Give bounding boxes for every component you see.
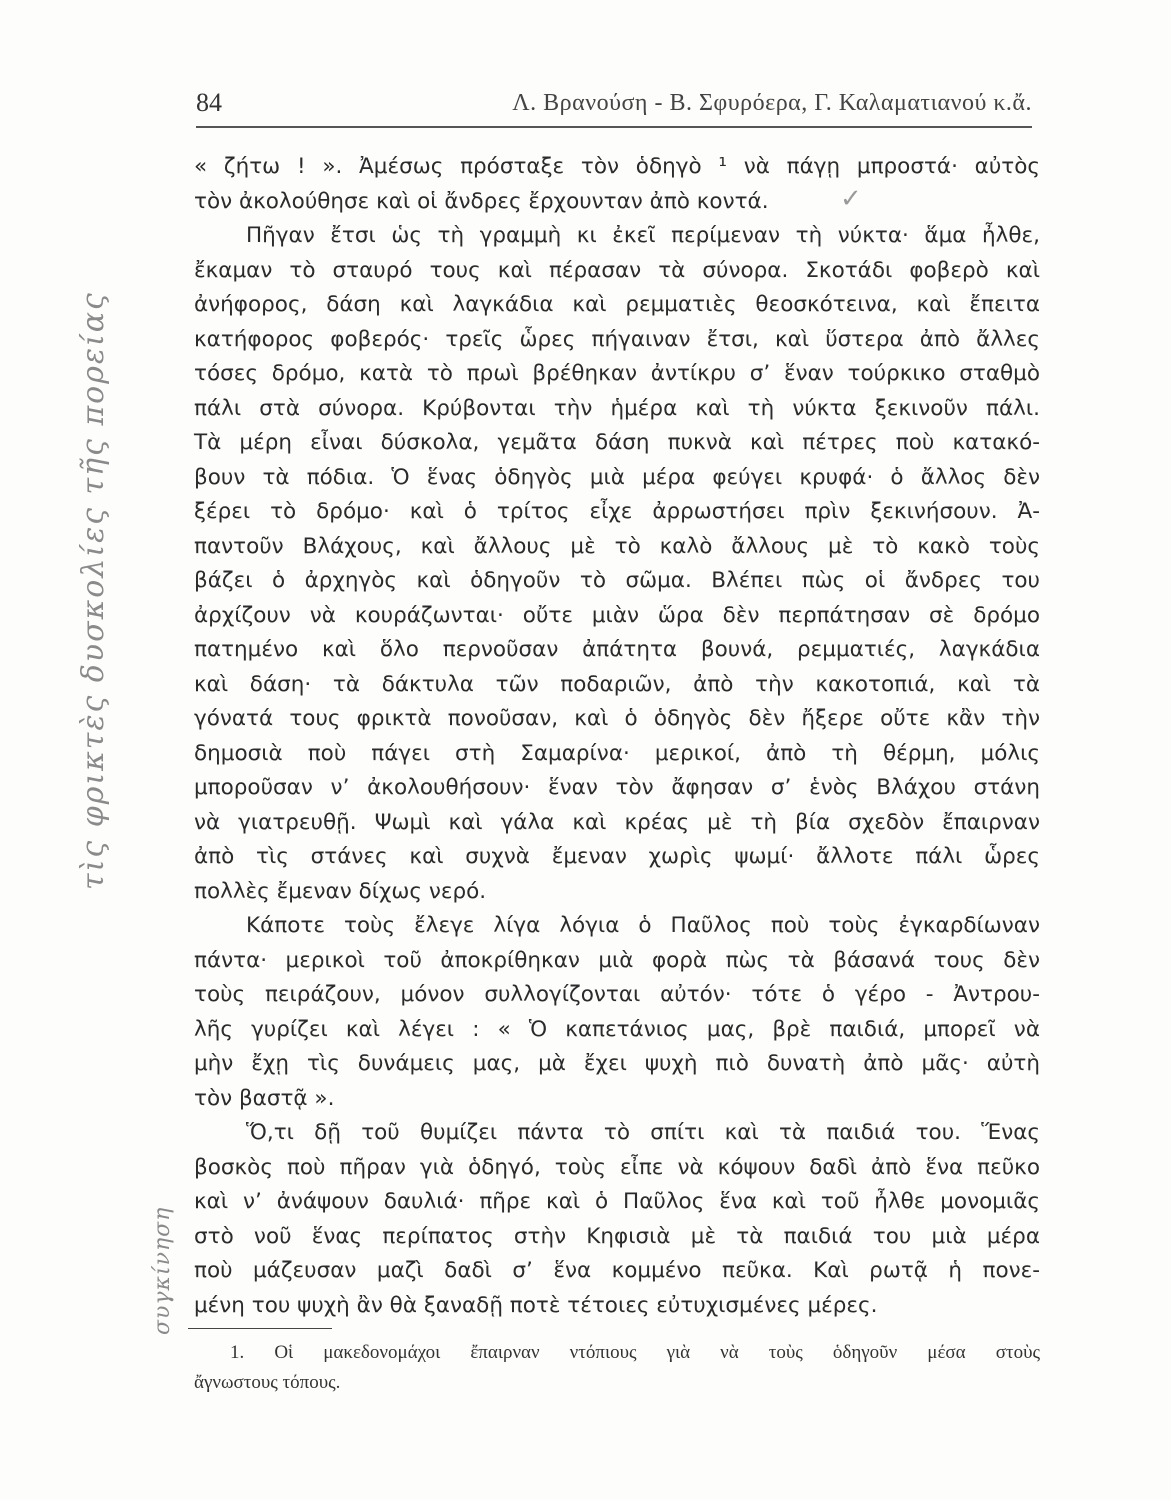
text-line: λῆς γυρίζει καὶ λέγει : « Ὁ καπετάνιος μας, βρὲ παιδιά, μπορεῖ νὰ xyxy=(194,1016,1040,1042)
text-line: καὶ δάση· τὰ δάκτυλα τῶν ποδαριῶν, ἀπὸ τὴν κακοτοπιά, καὶ τὰ xyxy=(194,671,1040,697)
handwritten-margin-note-short: συγκίνηση xyxy=(150,1206,175,1335)
text-line: πολλὲς ἔμεναν δίχως νερό. xyxy=(194,878,487,904)
text-line: τοὺς πειράζουν, μόνον συλλογίζονται αὐτόν· τότε ὁ γέρο - Ἀντρου- xyxy=(194,982,1040,1007)
text-line: βουν τὰ πόδια. Ὁ ἕνας ὁδηγὸς μιὰ μέρα φεύγει κρυφά· ὁ ἄλλος δὲν xyxy=(194,464,1040,490)
footnote xyxy=(194,1338,1040,1398)
text-line: ἀνήφορος, δάση καὶ λαγκάδια καὶ ρεμματιὲς θεοσκότεινα, καὶ ἔπειτα xyxy=(194,292,1040,317)
header-rule xyxy=(196,126,1032,128)
header-authors: Λ. Βρανούση - Β. Σφυρόερα, Γ. Καλαματιανού κ.ἄ. xyxy=(512,90,1032,116)
body-text xyxy=(194,150,1040,1323)
text-line: ξέρει τὸ δρόμο· καὶ ὁ τρίτος εἶχε ἀρρωστήσει πρὶν ξεκινήσουν. Ἀ- xyxy=(194,499,1040,524)
text-line: βοσκὸς ποὺ πῆραν γιὰ ὁδηγό, τοὺς εἶπε νὰ κόψουν δαδὶ ἀπὸ ἕνα πεῦκο xyxy=(194,1154,1040,1180)
handwritten-margin-note: τὶς φρικτὲς δυσκολίες τῆς πορείας xyxy=(76,291,111,890)
text-line: τὸν βαστᾷ ». xyxy=(194,1085,335,1111)
text-line: μένη του ψυχὴ ἂν θὰ ξαναδῇ ποτὲ τέτοιες εὐτυχισμένες μέρες. xyxy=(194,1292,878,1318)
text-line: κατήφορος φοβερός· τρεῖς ὧρες πήγαιναν ἔτσι, καὶ ὕστερα ἀπὸ ἄλλες xyxy=(194,326,1040,352)
text-line: καὶ ν’ ἀνάψουν δαυλιά· πῆρε καὶ ὁ Παῦλος ἕνα καὶ τοῦ ἦλθε μονομιᾶς xyxy=(194,1189,1040,1214)
text-line: στὸ νοῦ ἕνας περίπατος στὴν Κηφισιὰ μὲ τὰ παιδιά του μιὰ μέρα xyxy=(194,1223,1040,1249)
check-mark-icon: ✓ xyxy=(840,184,862,214)
text-line: Κάποτε τοὺς ἔλεγε λίγα λόγια ὁ Παῦλος ποὺ τοὺς ἐγκαρδίωναν xyxy=(246,913,1040,938)
text-line: μὴν ἔχῃ τὶς δυνάμεις μας, μὰ ἔχει ψυχὴ πιὸ δυνατὴ ἀπὸ μᾶς· αὐτὴ xyxy=(194,1051,1040,1076)
footnote-line: ἄγνωστους τόπους. xyxy=(194,1372,341,1393)
text-line: πάλι στὰ σύνορα. Κρύβονται τὴν ἡμέρα καὶ τὴ νύκτα ξεκινοῦν πάλι. xyxy=(194,395,1040,421)
text-line: γόνατά τους φρικτὰ πονοῦσαν, καὶ ὁ ὁδηγὸς δὲν ἤξερε οὔτε κἂν τὴν xyxy=(194,706,1040,731)
text-line: ἀπὸ τὶς στάνες καὶ συχνὰ ἔμεναν χωρὶς ψωμί· ἄλλοτε πάλι ὧρες xyxy=(194,844,1040,869)
text-line: τὸν ἀκολούθησε καὶ οἱ ἄνδρες ἔρχουνταν ἀπὸ κοντά. xyxy=(194,188,769,214)
text-line: πατημένο καὶ ὅλο περνοῦσαν ἀπάτητα βουνά, ρεμματιές, λαγκάδια xyxy=(194,637,1040,662)
text-line: ποὺ μάζευσαν μαζὶ δαδὶ σ’ ἕνα κομμένο πεῦκα. Καὶ ρωτᾷ ἡ πονε- xyxy=(194,1258,1040,1283)
text-line: ἀρχίζουν νὰ κουράζωνται· οὔτε μιὰν ὥρα δὲν περπάτησαν σὲ δρόμο xyxy=(194,602,1040,628)
running-head xyxy=(196,88,1032,124)
text-line: τόσες δρόμο, κατὰ τὸ πρωὶ βρέθηκαν ἀντίκρυ σ’ ἕναν τούρκικο σταθμὸ xyxy=(194,361,1040,386)
text-line: Τὰ μέρη εἶναι δύσκολα, γεμᾶτα δάση πυκνὰ καὶ πέτρες ποὺ κατακό- xyxy=(194,430,1040,455)
text-line: βάζει ὁ ἀρχηγὸς καὶ ὁδηγοῦν τὸ σῶμα. Βλέπει πὼς οἱ ἄνδρες του xyxy=(194,568,1040,593)
text-line: Ὅ,τι δῇ τοῦ θυμίζει πάντα τὸ σπίτι καὶ τὰ παιδιά του. Ἕνας xyxy=(246,1120,1040,1145)
text-line: πάντα· μερικοὶ τοῦ ἀποκρίθηκαν μιὰ φορὰ πὼς τὰ βάσανά τους δὲν xyxy=(194,947,1040,973)
text-line: Πῆγαν ἔτσι ὡς τὴ γραμμὴ κι ἐκεῖ περίμεναν τὴ νύκτα· ἅμα ἦλθε, xyxy=(246,223,1040,248)
text-line: μποροῦσαν ν’ ἀκολουθήσουν· ἕναν τὸν ἄφησαν σ’ ἑνὸς Βλάχου στάνη xyxy=(194,775,1040,800)
text-line: δημοσιὰ ποὺ πάγει στὴ Σαμαρίνα· μερικοί, ἀπὸ τὴ θέρμη, μόλις xyxy=(194,740,1040,766)
text-line: παντοῦν Βλάχους, καὶ ἄλλους μὲ τὸ καλὸ ἄλλους μὲ τὸ κακὸ τοὺς xyxy=(194,533,1040,559)
footnote-rule xyxy=(188,1328,332,1329)
page-number: 84 xyxy=(196,88,222,117)
footnote-line: 1. Οἱ μακεδονομάχοι ἔπαιρναν ντόπιους γιὰ νὰ τοὺς ὁδηγοῦν μέσα στοὺς xyxy=(230,1342,1040,1363)
text-line: ἔκαμαν τὸ σταυρό τους καὶ πέρασαν τὰ σύνορα. Σκοτάδι φοβερὸ καὶ xyxy=(194,257,1040,283)
text-line: νὰ γιατρευθῇ. Ψωμὶ καὶ γάλα καὶ κρέας μὲ τὴ βία σχεδὸν ἔπαιρναν xyxy=(194,809,1040,835)
text-line: « ζήτω ! ». Ἀμέσως πρόσταξε τὸν ὁδηγὸ ¹ νὰ πάγῃ μπροστά· αὐτὸς xyxy=(194,154,1040,179)
